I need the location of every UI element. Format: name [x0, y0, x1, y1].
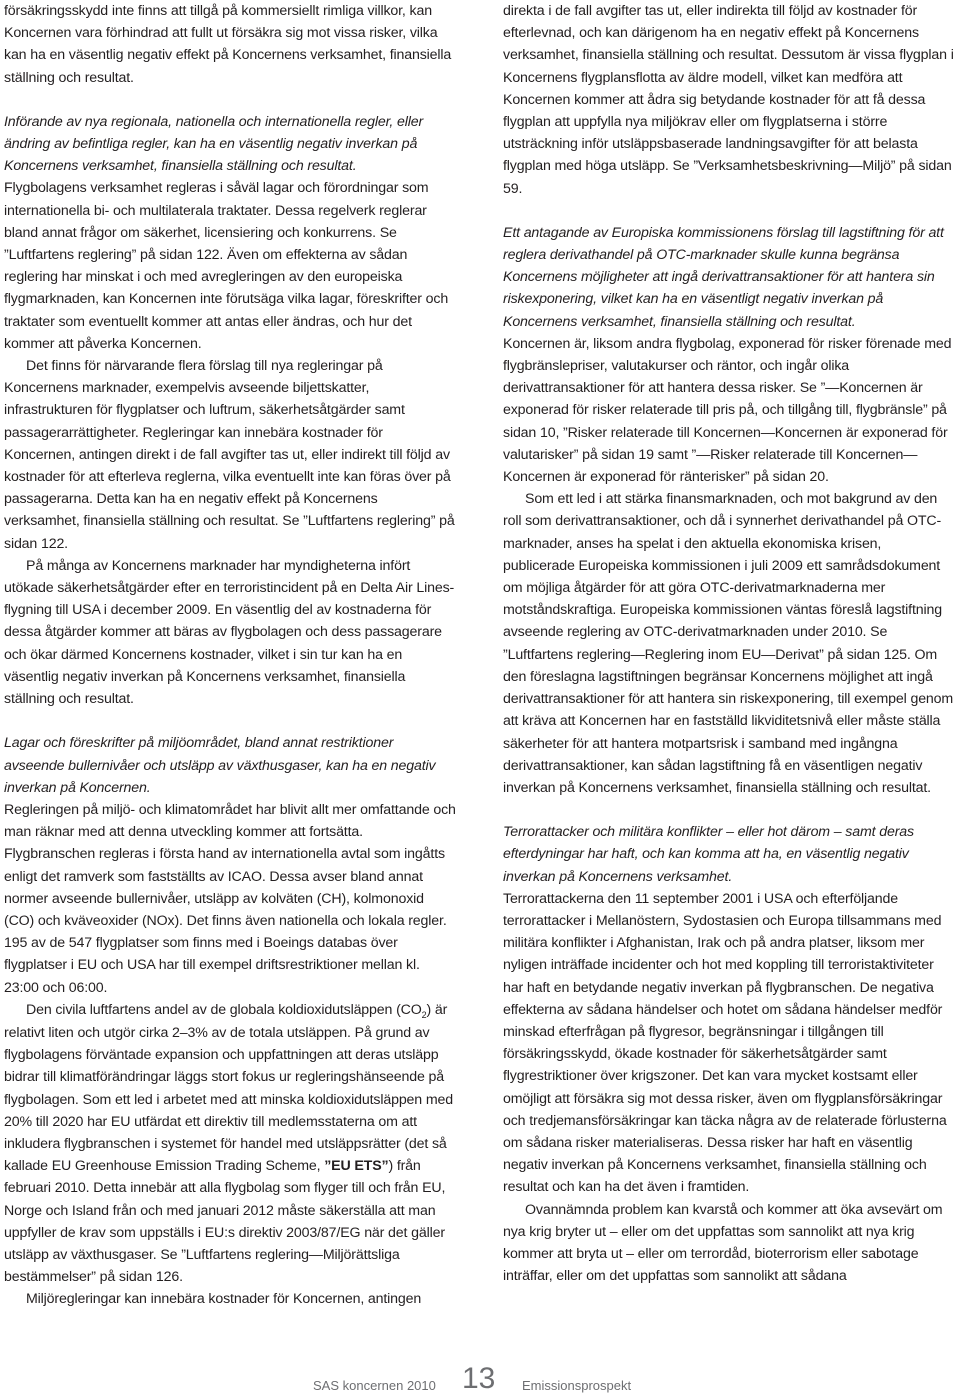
paragraph-regulations-1: Flygbolagens verksamhet regleras i såväl lagar och förordningar som internationella bi- och multilaterala traktater. Dessa regelverk reglerar bland annat frågor om säkerhet, licensiering och konkurrens. Se ”Luftfartens reglering” på sidan 122. Även om effekterna av sådan reglering har minskat i och med avregleringen av den europeiska flygmarknaden, kan Koncernen inte förutsäga vilka lagar, föreskrifter och traktater som eventuellt kommer att antas eller ändras, och hur det kommer att påverka Koncernen. — [4, 180, 449, 352]
paragraph-environment-continued: direkta i de fall avgifter tas ut, eller indirekta till följd av kostnader för efterlevnad, och kan därigenom ha en negativ effekt på Koncernens verksamhet, finansiella ställning och resultat. Dessutom är vissa flygplan i Koncernens flygplansflotta av äldre modell, vilket kan medföra att Koncernen kommer att ådra sig betydande kostnader för att få dessa flygplan att uppfylla nya miljökrav eller om flygplatserna i större utsträckning inför utsläppsbaserade landningsavgifter för att belasta flygplan med höga utsläpp. Se ”Verksamhetsbeskrivning—Miljö” på sidan 59. — [503, 3, 954, 197]
text-run: Den civila luftfartens andel av de globala koldioxidutsläppen (CO — [26, 1001, 422, 1018]
heading-environment: Lagar och föreskrifter på miljöområdet, bland annat restriktioner avseende bullernivåer och utsläpp av växthusgaser, kan ha en negativ inverkan på Koncernen. — [4, 735, 436, 796]
heading-terror: Terrorattacker och militära konflikter – eller hot därom – samt deras efterdyningar har haft, och kan komma att ha, en väsentlig negativ inverkan på Koncernens verksamhet. — [503, 824, 914, 885]
spacer — [503, 200, 955, 222]
spacer — [4, 89, 456, 111]
page-number: 13 — [462, 1362, 496, 1395]
page-footer — [0, 1360, 960, 1395]
paragraph-regulations-3: På många av Koncernens marknader har myndigheterna infört utökade säkerhetsåtgärder efter en terroristincident på en Delta Air Lines-flygning till USA i december 2009. En väsentlig del av kostnaderna för dessa åtgärder kommer att bäras av flygbolagen och dess passagerare och ökar därmed Koncernens kostnader, vilket i sin tur kan ha en väsentlig negativ inverkan på Koncernens verksamhet, finansiella ställning och resultat. — [4, 557, 455, 708]
paragraph-regulations-2: Det finns för närvarande flera förslag till nya regleringar på Koncernens marknader, exempelvis avseende biljettskatter, infrastrukturen för flygplatser och luftrum, säkerhetsåtgärder samt passagerarrättigheter. Regleringar kan innebära kostnader för Koncernen, antingen direkt i de fall avgifter tas ut, eller indirekt till följd av kostnader för att efterleva reglerna, vilka eventuellt inte kan föras över på passagerarna. Detta kan ha en negativ effekt på Koncernens verksamhet, finansiella ställning och resultat. Se ”Luftfartens reglering” på sidan 122. — [4, 358, 455, 552]
paragraph-terror-1: Terrorattackerna den 11 september 2001 i USA och efterföljande terrorattacker i Mellanöstern, Sydostasien och Europa tillsammans med militära konflikter i Afghanistan, Irak och på andra platser, liksom mer nyligen inträffade incidenter och hot med koppling till terroristaktiviteter har haft en betydande negativ inverkan på flygbranschen. De negativa effekterna av sådana händelser och hotet om sådana händelser medför minskad efterfrågan på flygresor, begränsningar i tillgången till försäkringsskydd, ökade kostnader för säkerhetsåtgärder samt flygrestriktioner över krigszoner. Det kan vara mycket kostsamt eller omöjligt att försäkra sig mot dessa risker, även om flygplansförsäkringar och tredjemansförsäkringar kan täcka några av de relaterade förlusterna om sådana risker materialiseras. Dessa risker har haft en väsentlig negativ inverkan på Koncernens verksamhet, finansiella ställning och resultat och kan ha det även i framtiden. — [503, 890, 947, 1196]
paragraph-environment-1: Regleringen på miljö- och klimatområdet har blivit allt mer omfattande och man räknar med att denna utveckling kommer att fortsätta. Flygbranschen regleras i första hand av internationella avtal som ingåtts enligt det ramverk som fastställts av ICAO. Dessa avser bland annat normer avseende bullernivåer, utsläpp av kolväten (CH), kolmonoxid (CO) och kväveoxider (NOx). Det finns även nationella och lokala regler. 195 av de 547 flygplatser som finns med i Boeings databas över flygplatser i EU och USA har till exempel driftsrestriktioner mellan kl. 23:00 och 06:00. — [4, 801, 456, 996]
bold-term: ”EU ETS” — [324, 1158, 389, 1175]
heading-derivatives: Ett antagande av Europiska kommissionens förslag till lagstiftning för att reglera derivathandel på OTC-marknader skulle kunna begränsa Koncernens möjligheter att ingå derivattransaktioner för att hantera sin riskexponering, vilket kan ha en väsentligt negativ inverkan på Koncernens verksamhet, finansiella ställning och resultat. — [503, 224, 944, 330]
text-run: ) från februari 2010. Detta innebär att alla flygbolag som flyger till och från EU, Norge och Island från och med januari 2012 måste säkerställa att man uppfyller de krav som uppställs i EU:s direktiv 2003/87/EG när det gäller utsläpp av växthusgaser. Se ”Luftfartens reglering—Miljörättsliga bestämmelser” på sidan 126. — [4, 1158, 446, 1286]
spacer — [4, 710, 456, 732]
subscript: 2 — [421, 1009, 427, 1020]
left-column — [4, 0, 456, 1311]
paragraph-derivatives-1: Koncernen är, liksom andra flygbolag, exponerad för risker förenade med flygbränslepriser, valutakurser och räntor, och ingår olika derivattransaktioner för att hantera dessa risker. Se ”—Koncernen är exponerad för risker relaterade till pris på, och tillgång till, flygbränsle” på sidan 10, ”Risker relaterade till Koncernen—Koncernen är exponerad för valutarisker” på sidan 19 samt ”—Risker relaterade till Koncernen—Koncernen är exponerad för ränterisker” på sidan 20. — [503, 335, 952, 486]
footer-document-type: Emissionsprospekt — [522, 1378, 632, 1393]
text-run: ) är relativt liten och utgör cirka 2–3% av de totala utsläppen. På grund av flygbolagens förväntade expansion och uppfattningen att deras utsläpp bidrar till klimatförändringar läggs stort fokus ur regleringshänseende på flygbolagen. Som ett led i arbetet med att minska koldioxidutsläppen med 20% till 2020 har EU utfärdat ett direktiv till medlemsstaterna om att inkludera flygbranschen i systemet för handel med utsläppsrätter (det så kallade EU Greenhouse Emission Trading Scheme, — [4, 1001, 453, 1175]
paragraph-insurance-continued: försäkringsskydd inte finns att tillgå på kommersiellt rimliga villkor, kan Koncernen vara förhindrad att fullt ut försäkra sig mot vissa risker, vilka kan ha en väsentlig negativ effekt på Koncernens verksamhet, finansiella ställning och resultat. — [4, 3, 452, 86]
right-column — [503, 0, 955, 1287]
spacer — [503, 799, 955, 821]
footer-publication: SAS koncernen 2010 — [313, 1378, 436, 1393]
paragraph-environment-3: Miljöregleringar kan innebära kostnader för Koncernen, antingen — [26, 1291, 422, 1308]
heading-regulations: Införande av nya regionala, nationella och internationella regler, eller ändring av befintliga regler, kan ha en väsentlig negativ inverkan på Koncernens verksamhet, finansiella ställning och resultat. — [4, 113, 424, 175]
paragraph-derivatives-2: Som ett led i att stärka finansmarknaden, och mot bakgrund av den roll som derivattransaktioner, och då i synnerhet derivathandel på OTC-marknader, anses ha spelat i den aktuella ekonomiska krisen, publicerade Europeiska kommissionen i juli 2009 ett samrådsdokument om möjliga åtgärder för att göra OTC-derivatmarknaderna mer motståndskraftiga. Europeiska kommissionen väntas föreslå lagstiftning avseende reglering av OTC-derivatmarknaden under 2010. Se ”Luftfartens reglering—Reglering inom EU—Derivat” på sidan 125. Om den föreslagna lagstiftningen begränsar Koncernens möjlighet att ingå derivattransaktioner för att hantera sin riskexponering, till exempel genom att kräva att Koncernen har en fastställd likviditetsnivå eller måste ställa säkerheter för att hantera motpartsrisk i samband med ingångna derivattransaktioner, kan sådan lagstiftning få en väsentligen negativ inverkan på Koncernens verksamhet, finansiella ställning och resultat. — [503, 491, 954, 796]
paragraph-terror-2: Ovannämnda problem kan kvarstå och kommer att öka avsevärt om nya krig bryter ut – eller om det uppfattas som sannolikt att nya krig kommer att bryta ut – eller om terrordåd, bioterrorism eller sabotage inträffar, eller om det uppfattas som sannolikt att sådana — [503, 1201, 943, 1285]
paragraph-environment-2 — [4, 999, 456, 1289]
